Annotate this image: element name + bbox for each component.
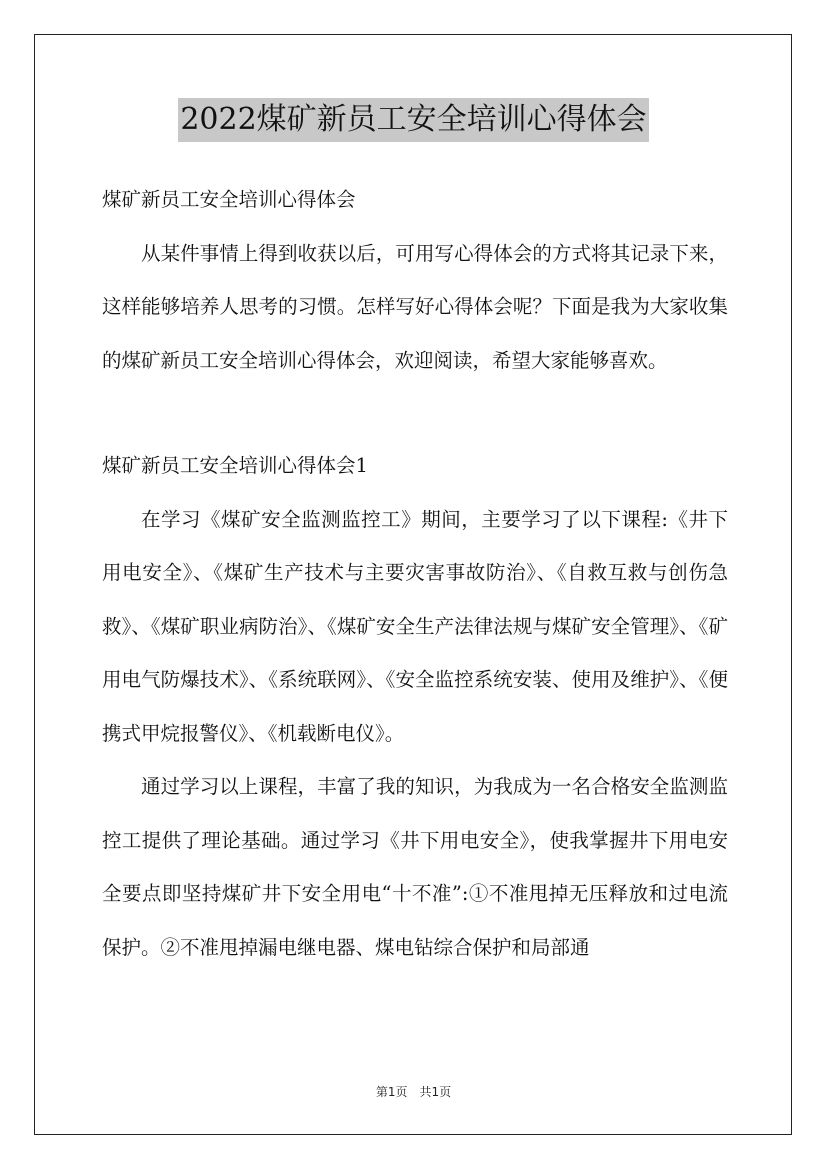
- subtitle: 煤矿新员工安全培训心得体会: [102, 188, 356, 211]
- section-paragraph-1: 在学习《煤矿安全监测监控工》期间，主要学习了以下课程:《井下用电安全》、《煤矿生产技术与主要灾害事故防治》、《自救互救与创伤急救》、《煤矿职业病防治》、《煤矿安全生产法律法规与煤矿安全管理》、《矿用电气防爆技术》、《系统联网》、《安全监控系统安装、使用及维护》、《便携式甲烷报警仪》、《机载断电仪》。: [102, 507, 728, 745]
- section-gap: [102, 387, 728, 439]
- title-container: [0, 98, 827, 142]
- document-title: 2022煤矿新员工安全培训心得体会: [178, 98, 648, 142]
- page-footer: 第1页 共1页: [375, 1085, 452, 1099]
- intro-paragraph: 从某件事情上得到收获以后，可用写心得体会的方式将其记录下来，这样能够培养人思考的习惯。怎样写好心得体会呢？下面是我为大家收集的煤矿新员工安全培训心得体会，欢迎阅读，希望大家能够喜欢。: [102, 241, 728, 372]
- section-paragraph-2: 通过学习以上课程，丰富了我的知识，为我成为一名合格安全监测监控工提供了理论基础。通过学习《井下用电安全》，使我掌握井下用电安全要点即坚持煤矿井下安全用电“十不准”:①不准甩掉无压释放和过电流保护。②不准甩掉漏电继电器、煤电钻综合保护和局部通: [102, 775, 728, 959]
- section-heading: 煤矿新员工安全培训心得体会1: [102, 454, 368, 477]
- document-body: [102, 173, 728, 974]
